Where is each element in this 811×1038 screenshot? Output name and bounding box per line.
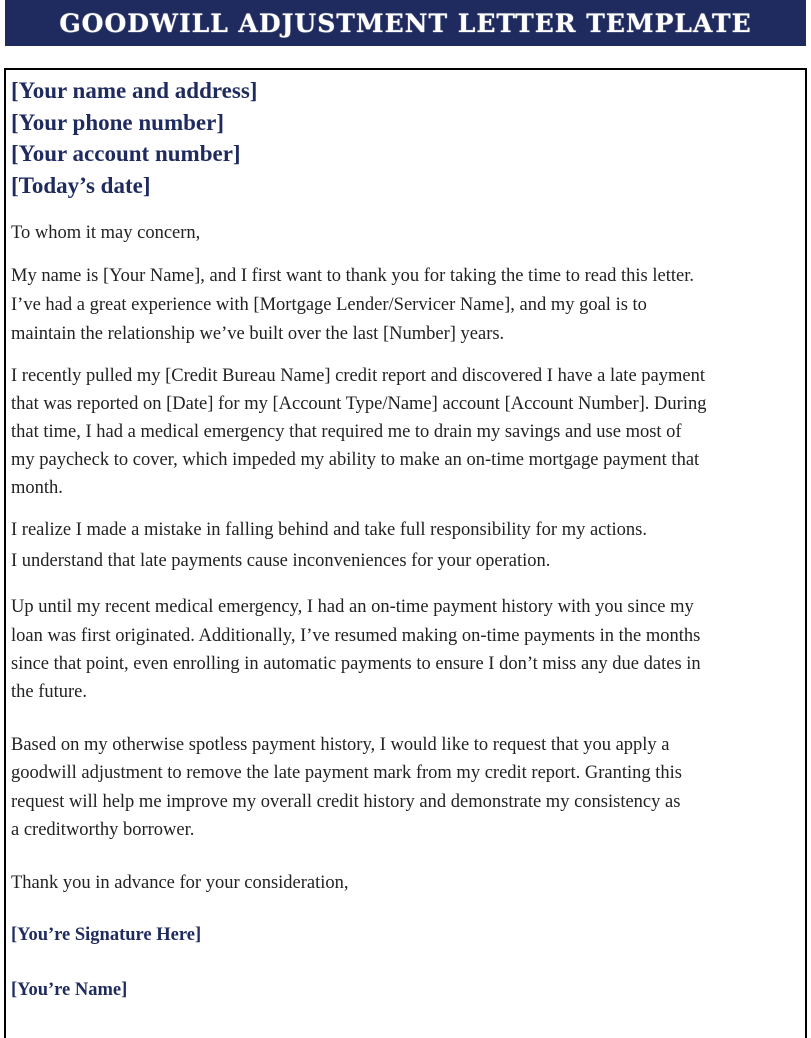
paragraph-line: My name is [Your Name], and I first want to thank you for taking the time to read this letter.	[11, 266, 694, 286]
paragraph-line: Based on my otherwise spotless payment history, I would like to request that you apply a	[11, 735, 670, 755]
paragraph-line: the future.	[11, 682, 88, 702]
header-phone: [Your phone number]	[11, 110, 224, 135]
signature-placeholder: [You’re Signature Here]	[11, 925, 202, 945]
paragraph-line: I realize I made a mistake in falling behind and take full responsibility for my actions.	[11, 520, 648, 540]
paragraph-line: Up until my recent medical emergency, I had an on-time payment history with you since my	[11, 597, 694, 617]
paragraph-line: month.	[11, 478, 63, 498]
paragraph-line: maintain the relationship we’ve built over the last [Number] years.	[11, 324, 505, 344]
header-date: [Today’s date]	[11, 173, 151, 198]
closing: Thank you in advance for your consideration,	[11, 873, 349, 893]
page-title: GOODWILL ADJUSTMENT LETTER TEMPLATE	[59, 8, 752, 38]
paragraph-line: I understand that late payments cause inconveniences for your operation.	[11, 551, 551, 571]
title-banner	[5, 0, 806, 46]
paragraph-line: I recently pulled my [Credit Bureau Name] credit report and discovered I have a late payment	[11, 366, 705, 386]
paragraph-line: that was reported on [Date] for my [Account Type/Name] account [Account Number]. During	[11, 394, 707, 414]
paragraph-line: goodwill adjustment to remove the late payment mark from my credit report. Granting this	[11, 763, 682, 783]
paragraph-line: request will help me improve my overall credit history and demonstrate my consistency as	[11, 792, 681, 812]
paragraph-line: loan was first originated. Additionally, I’ve resumed making on-time payments in the months	[11, 626, 701, 646]
salutation: To whom it may concern,	[11, 223, 201, 243]
paragraph-line: a creditworthy borrower.	[11, 820, 195, 840]
name-placeholder: [You’re Name]	[11, 980, 128, 1000]
header-account: [Your account number]	[11, 141, 241, 166]
paragraph-line: I’ve had a great experience with [Mortgage Lender/Servicer Name], and my goal is to	[11, 295, 647, 315]
paragraph-line: that time, I had a medical emergency that required me to drain my savings and use most of	[11, 422, 682, 442]
paragraph-line: since that point, even enrolling in automatic payments to ensure I don’t miss any due dates in	[11, 654, 701, 674]
header-name-address: [Your name and address]	[11, 78, 258, 103]
paragraph-line: my paycheck to cover, which impeded my ability to make an on-time mortgage payment that	[11, 450, 700, 470]
